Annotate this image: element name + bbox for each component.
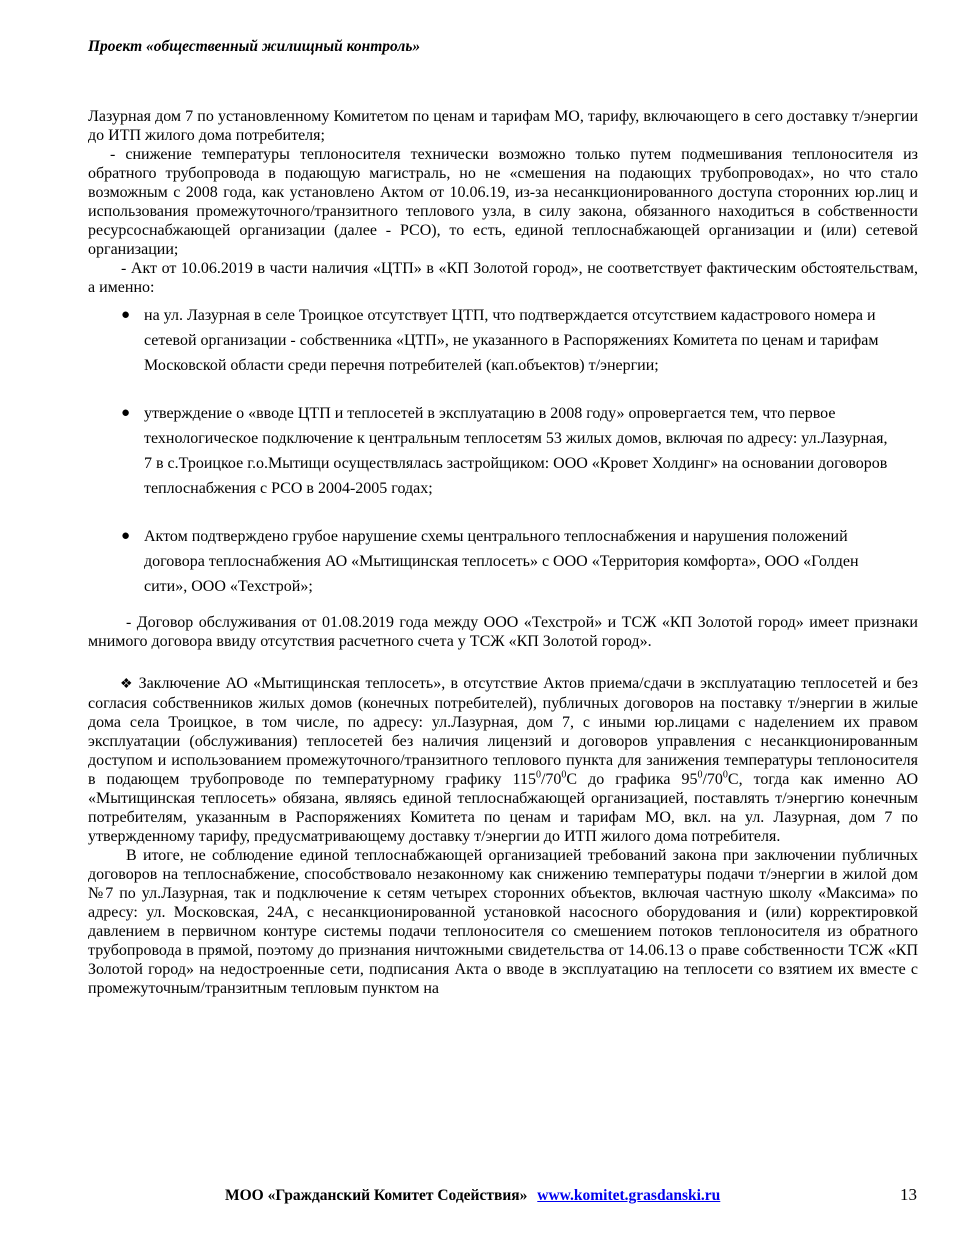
bullet-item <box>88 401 894 501</box>
bullet-dot-icon: ● <box>121 307 131 323</box>
page-number: 13 <box>900 1185 917 1204</box>
diamond-bullet-icon: ❖ <box>120 677 133 692</box>
bullet-item <box>88 524 894 599</box>
paragraph-3: - Акт от 10.06.2019 в части наличия «ЦТП» в «КП Золотой город», не соответствует фактическим обстоятельствам, а именно: <box>88 260 918 296</box>
paragraph-2: - снижение температуры теплоносителя технически возможно только путем подмешивания теплоносителя из обратного трубопровода в подающую магистраль, но не «смешения на подающих трубопроводах», но что стало возможным с 2008 года, как установлено Актом от 10.06.19, из-за несанкционированного доступа сторонних юр.лиц и использования промежуточного/транзитного теплового узла, в силу закона, обязанного находиться в собственности ресурсоснабжающей организации (далее - РСО), то есть, единой теплоснабжающей организации и (или) сетевой организации; <box>88 146 918 258</box>
bullet-dot-icon: ● <box>121 528 131 544</box>
bullet-text: на ул. Лазурная в селе Троицкое отсутствует ЦТП, что подтверждается отсутствием кадастрового номера и сетевой организации - собственника «ЦТП», не указанного в Распоряжениях Комитета по ценам и тарифам Московской области среди перечня потребителей (кап.объектов) т/энергии; <box>144 307 879 374</box>
bullet-text: утверждение о «вводе ЦТП и теплосетей в эксплуатацию в 2008 году» опровергается тем, что первое технологическое подключение к центральным теплосетям 53 жилых домов, включая по адресу: ул.Лазурная, 7 в с.Троицкое г.о.Мытищи осуществлялась застройщиком: ООО «Кровет Холдинг» на основании договоров теплоснабжения с РСО в 2004-2005 годах; <box>144 405 888 497</box>
footer-org-name: МОО «Гражданский Комитет Содействия» <box>225 1187 528 1204</box>
bullet-text: Актом подтверждено грубое нарушение схемы центрального теплоснабжения и нарушения положений договора теплоснабжения АО «Мытищинская теплосеть» с ООО «Территория комфорта», ООО «Голден сити», ООО «Техстрой»; <box>144 528 859 595</box>
paragraph-6: В итоге, не соблюдение единой теплоснабжающей организацией требований закона при заключении публичных договоров на теплоснабжение, способствовало незаконному как снижению температуры подачи т/энергии в жилой дом №7 по ул.Лазурная, так и подключение к сетям четырех сторонних объектов, включая частную школу «Максима» по адресу: ул. Московская, 24А, с несанкционированной установкой насосного оборудования и (или) корректировкой давлением в первичном контуре системы подачи теплоносителя со смешением потоков теплоносителя из обратного трубопровода в прямой, поэтому до признания ничтожными свидетельства от 14.06.13 о праве собственности ТСЖ «КП Золотой город» на недостроенные сети, подписания Акта о вводе в эксплуатацию на теплосети со взятием их вместе с промежуточным/транзитным тепловым пунктом на <box>88 847 918 997</box>
paragraph-5: ❖ Заключение АО «Мытищинская теплосеть», в отсутствие Актов приема/сдачи в эксплуатацию теплосетей и без согласия собственников жилых домов (конечных потребителей), публичных договоров на поставку т/энергии в жилые дома села Троицкое, в том числе, по адресу: ул.Лазурная, дом 7, с иными юр.лицами с наделением их правом эксплуатации (обслуживания) теплосетей без наличия лицензий и договоров управления с несанкционированным доступом и использованием промежуточного/транзитного теплового пункта для занижения температуры теплоносителя в подающем трубопроводе по температурному графику $115^0/70^0С$ до графика $95^0/70^0С$, тогда как именно АО «Мытищинская теплосеть» обязана, являясь единой теплоснабжающей организацией, поставлять т/энергию конечным потребителям, указанным в Распоряжениях Комитета по ценам и тарифам МО, вкл. на ул. Лазурная, дом 7 по утвержденному тарифу, предусматривающему доставку т/энергии до ИТП жилого дома потребителя. <box>88 675 919 845</box>
paragraph-4: - Договор обслуживания от 01.08.2019 года между ООО «Техстрой» и ТСЖ «КП Золотой город» имеет признаки мнимого договора ввиду отсутствия расчетного счета у ТСЖ «КП Золотой город». <box>88 614 918 650</box>
bullet-list <box>88 303 918 599</box>
footer-website-link[interactable]: www.komitet.grasdanski.ru <box>537 1187 721 1204</box>
page-footer <box>225 1187 720 1205</box>
paragraph-1: Лазурная дом 7 по установленному Комитетом по ценам и тарифам МО, тарифу, включающего в сего доставку т/энергии до ИТП жилого дома потребителя; <box>88 108 918 144</box>
page-header-title: Проект «общественный жилищный контроль» <box>88 38 421 55</box>
bullet-item <box>88 303 894 378</box>
bullet-dot-icon: ● <box>121 405 131 421</box>
document-body <box>88 107 918 998</box>
